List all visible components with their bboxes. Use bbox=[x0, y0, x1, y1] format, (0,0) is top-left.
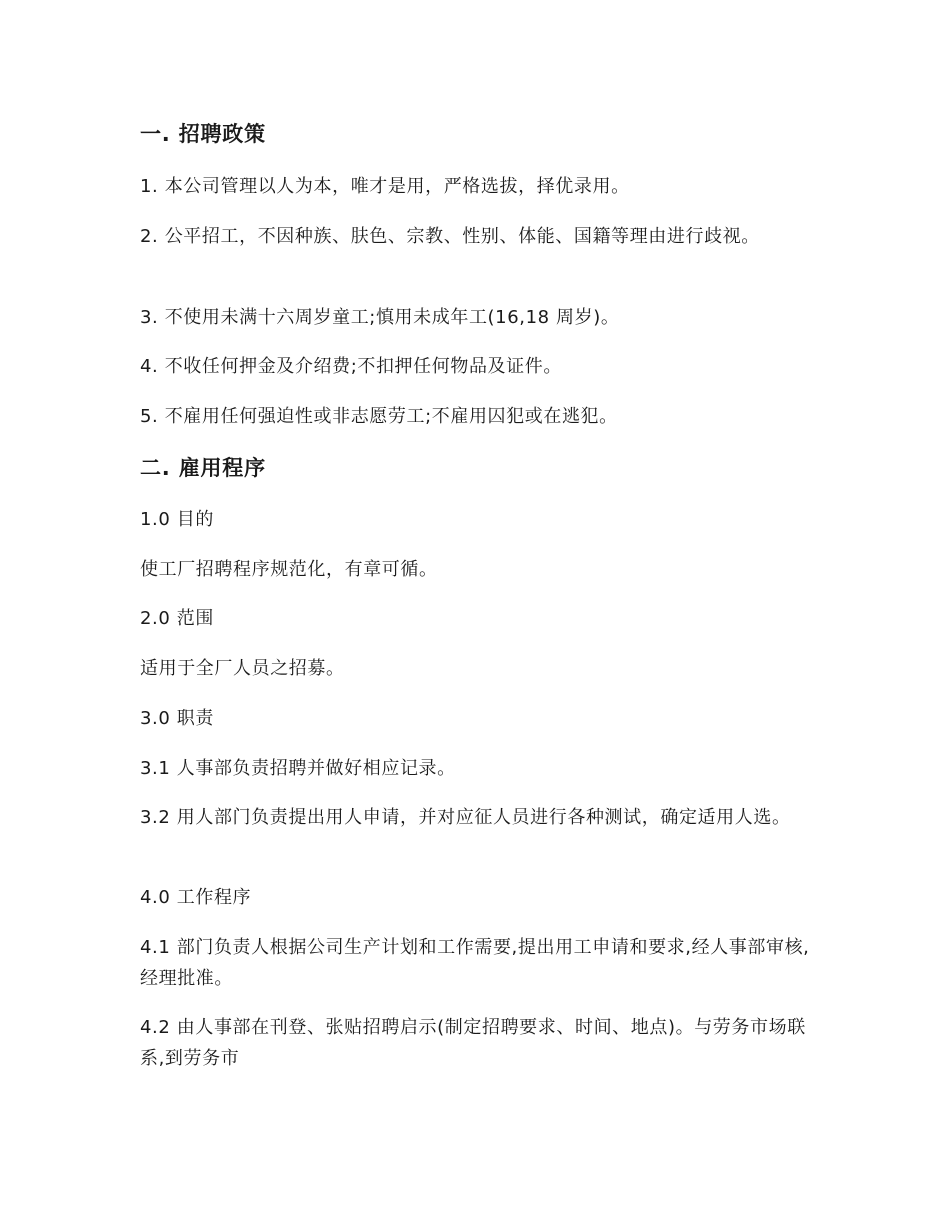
section-heading-recruitment-policy: 一. 招聘政策 bbox=[140, 122, 266, 146]
duty-item-3-2: 3.2 用人部门负责提出用人申请，并对应征人员进行各种测试，确定适用人选。 bbox=[140, 807, 791, 828]
purpose-text: 使工厂招聘程序规范化，有章可循。 bbox=[140, 559, 438, 580]
policy-item-3: 3. 不使用未满十六周岁童工;慎用未成年工(16,18 周岁)。 bbox=[140, 307, 620, 328]
policy-item-2: 2. 公平招工，不因种族、肤色、宗教、性别、体能、国籍等理由进行歧视。 bbox=[140, 226, 760, 247]
procedure-item-4-2: 4.2 由人事部在刊登、张贴招聘启示(制定招聘要求、时间、地点)。与劳务市场联系,到劳务市 bbox=[140, 1017, 806, 1069]
purpose-title: 1.0 目的 bbox=[140, 509, 214, 530]
scope-text: 适用于全厂人员之招募。 bbox=[140, 658, 345, 679]
duty-item-3-1: 3.1 人事部负责招聘并做好相应记录。 bbox=[140, 758, 456, 779]
procedure-item-4-1: 4.1 部门负责人根据公司生产计划和工作需要,提出用工申请和要求,经人事部审核,经理批准。 bbox=[140, 937, 810, 989]
duty-title: 3.0 职责 bbox=[140, 708, 214, 729]
policy-item-5: 5. 不雇用任何强迫性或非志愿劳工;不雇用囚犯或在逃犯。 bbox=[140, 406, 618, 427]
procedure-title: 4.0 工作程序 bbox=[140, 887, 252, 908]
policy-item-1: 1. 本公司管理以人为本，唯才是用，严格选拔，择优录用。 bbox=[140, 176, 630, 197]
policy-item-4: 4. 不收任何押金及介绍费;不扣押任何物品及证件。 bbox=[140, 356, 562, 377]
section-heading-employment-procedure: 二. 雇用程序 bbox=[140, 456, 266, 480]
scope-title: 2.0 范围 bbox=[140, 608, 214, 629]
